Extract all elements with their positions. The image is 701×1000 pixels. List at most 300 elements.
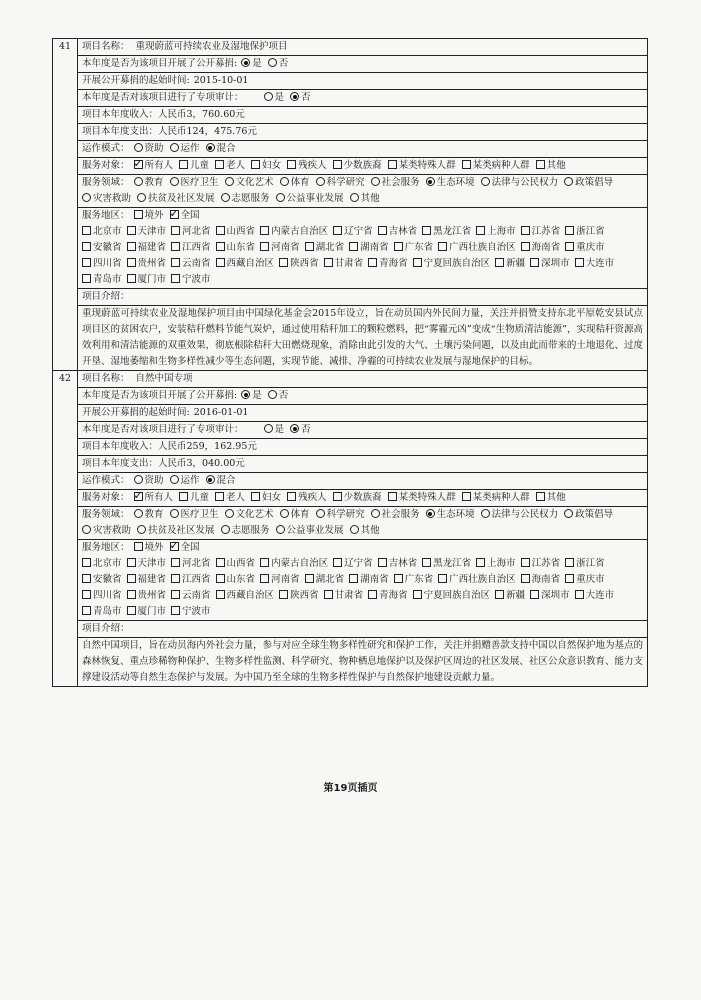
checkbox[interactable] xyxy=(536,160,545,169)
checkbox[interactable] xyxy=(462,160,471,169)
field-label: 服务对象： xyxy=(82,160,130,171)
op-mode-option[interactable] xyxy=(206,473,236,489)
target-option[interactable] xyxy=(462,158,530,174)
checkbox[interactable] xyxy=(251,492,260,501)
region-option[interactable] xyxy=(127,572,167,588)
region-option[interactable] xyxy=(279,588,319,604)
checkbox[interactable] xyxy=(260,242,269,251)
checkbox[interactable] xyxy=(134,210,143,219)
radio-button[interactable] xyxy=(225,509,234,518)
region-option[interactable] xyxy=(476,556,516,572)
radio-button[interactable] xyxy=(225,177,234,186)
form-row xyxy=(53,56,648,73)
field-label: 项目本年度支出： xyxy=(82,126,159,137)
radio-button[interactable] xyxy=(206,143,215,152)
checkbox[interactable] xyxy=(127,558,136,567)
region-option[interactable] xyxy=(565,224,605,240)
form-row xyxy=(53,73,648,90)
option-label: 是 xyxy=(274,424,285,435)
checkbox[interactable] xyxy=(216,242,225,251)
checkbox[interactable] xyxy=(305,574,314,583)
area-scope-option[interactable] xyxy=(134,208,164,224)
region-option[interactable] xyxy=(216,572,256,588)
radio-button[interactable] xyxy=(170,475,179,484)
radio-button[interactable] xyxy=(137,193,146,202)
target-option[interactable] xyxy=(215,490,245,506)
area-scope-option[interactable] xyxy=(170,208,200,224)
target-option[interactable] xyxy=(536,158,566,174)
field-option[interactable] xyxy=(280,507,310,523)
target-option[interactable] xyxy=(251,158,281,174)
checkbox[interactable] xyxy=(82,242,91,251)
checkbox[interactable] xyxy=(127,574,136,583)
checkbox[interactable] xyxy=(521,226,530,235)
region-option[interactable] xyxy=(575,588,615,604)
region-option[interactable] xyxy=(260,572,300,588)
radio-button[interactable] xyxy=(134,177,143,186)
checkbox[interactable] xyxy=(333,492,342,501)
checkbox[interactable] xyxy=(216,558,225,567)
op-mode-option[interactable] xyxy=(206,141,236,157)
region-option[interactable] xyxy=(368,256,408,272)
radio-button[interactable] xyxy=(134,509,143,518)
checkbox[interactable] xyxy=(279,258,288,267)
checkbox[interactable] xyxy=(495,258,504,267)
checkbox[interactable] xyxy=(171,258,180,267)
field-option[interactable] xyxy=(137,191,215,207)
checkbox[interactable] xyxy=(127,274,136,283)
radio-button[interactable] xyxy=(280,177,289,186)
checkbox[interactable] xyxy=(368,258,377,267)
radio-button[interactable] xyxy=(371,177,380,186)
option-label: 四川省 xyxy=(93,258,122,269)
region-option[interactable] xyxy=(82,588,122,604)
radio-button[interactable] xyxy=(426,509,435,518)
checkbox[interactable] xyxy=(171,574,180,583)
checkbox[interactable] xyxy=(521,558,530,567)
region-option[interactable] xyxy=(171,224,211,240)
checkbox[interactable] xyxy=(413,590,422,599)
radio-button[interactable] xyxy=(221,193,230,202)
audit-yes[interactable] xyxy=(264,422,285,438)
checkbox[interactable] xyxy=(216,574,225,583)
region-option[interactable] xyxy=(171,588,211,604)
region-option[interactable] xyxy=(127,272,167,288)
radio-button[interactable] xyxy=(290,92,299,101)
op-mode-option[interactable] xyxy=(170,473,200,489)
region-option[interactable] xyxy=(82,256,122,272)
checkbox[interactable] xyxy=(368,590,377,599)
region-option[interactable] xyxy=(368,588,408,604)
checkbox[interactable] xyxy=(171,242,180,251)
radio-button[interactable] xyxy=(82,193,91,202)
region-option[interactable] xyxy=(378,224,418,240)
region-option[interactable] xyxy=(171,272,211,288)
field-option[interactable] xyxy=(564,507,613,523)
target-option[interactable] xyxy=(251,490,281,506)
checkbox[interactable] xyxy=(324,590,333,599)
checkbox[interactable] xyxy=(521,574,530,583)
field-option[interactable] xyxy=(371,507,420,523)
radio-button[interactable] xyxy=(564,177,573,186)
op-mode-option[interactable] xyxy=(134,473,164,489)
region-list xyxy=(82,224,643,288)
region-option[interactable] xyxy=(333,224,373,240)
checkbox[interactable] xyxy=(565,558,574,567)
checkbox[interactable] xyxy=(394,574,403,583)
radio-button[interactable] xyxy=(350,525,359,534)
radio-button[interactable] xyxy=(134,475,143,484)
field-option[interactable] xyxy=(481,507,559,523)
radio-button[interactable] xyxy=(290,424,299,433)
checkbox[interactable] xyxy=(333,226,342,235)
radio-button[interactable] xyxy=(206,475,215,484)
radio-button[interactable] xyxy=(350,193,359,202)
region-option[interactable] xyxy=(530,588,570,604)
region-option[interactable] xyxy=(521,240,561,256)
region-option[interactable] xyxy=(495,588,525,604)
region-option[interactable] xyxy=(260,224,328,240)
region-option[interactable] xyxy=(82,604,122,620)
region-option[interactable] xyxy=(260,240,300,256)
checkbox[interactable] xyxy=(565,574,574,583)
region-option[interactable] xyxy=(324,256,364,272)
field-option[interactable] xyxy=(276,523,344,539)
checkbox[interactable] xyxy=(349,242,358,251)
radio-button[interactable] xyxy=(221,525,230,534)
fundraising-no[interactable] xyxy=(268,388,289,404)
radio-button[interactable] xyxy=(268,58,277,67)
region-option[interactable] xyxy=(565,240,605,256)
fundraising-yes[interactable] xyxy=(241,56,262,72)
checkbox[interactable] xyxy=(170,542,179,551)
region-option[interactable] xyxy=(530,256,570,272)
region-option[interactable] xyxy=(82,272,122,288)
region-option[interactable] xyxy=(127,256,167,272)
checkbox[interactable] xyxy=(216,226,225,235)
target-option[interactable] xyxy=(536,490,566,506)
checkbox[interactable] xyxy=(82,226,91,235)
checkbox[interactable] xyxy=(565,242,574,251)
target-option[interactable] xyxy=(179,158,209,174)
project-name-label: 项目名称： xyxy=(82,373,130,384)
checkbox[interactable] xyxy=(215,160,224,169)
radio-button[interactable] xyxy=(264,92,273,101)
checkbox[interactable] xyxy=(279,590,288,599)
option-label: 扶贫及社区发展 xyxy=(148,525,215,536)
checkbox[interactable] xyxy=(495,590,504,599)
option-label: 广西壮族自治区 xyxy=(449,242,516,253)
checkbox[interactable] xyxy=(530,590,539,599)
region-option[interactable] xyxy=(349,240,389,256)
region-option[interactable] xyxy=(82,572,122,588)
region-option[interactable] xyxy=(565,572,605,588)
checkbox[interactable] xyxy=(170,210,179,219)
form-row xyxy=(53,175,648,208)
op-mode-option[interactable] xyxy=(170,141,200,157)
checkbox[interactable] xyxy=(171,606,180,615)
checkbox[interactable] xyxy=(215,492,224,501)
target-option[interactable] xyxy=(287,490,327,506)
checkbox[interactable] xyxy=(287,492,296,501)
checkbox[interactable] xyxy=(134,492,143,501)
region-option[interactable] xyxy=(476,224,516,240)
radio-button[interactable] xyxy=(280,509,289,518)
radio-button[interactable] xyxy=(316,177,325,186)
checkbox[interactable] xyxy=(438,574,447,583)
field-option[interactable] xyxy=(280,175,310,191)
checkbox[interactable] xyxy=(216,590,225,599)
radio-button[interactable] xyxy=(264,424,273,433)
checkbox[interactable] xyxy=(324,258,333,267)
checkbox[interactable] xyxy=(260,226,269,235)
region-option[interactable] xyxy=(127,588,167,604)
audit-no[interactable] xyxy=(290,90,311,106)
checkbox[interactable] xyxy=(575,258,584,267)
option-label: 内蒙古自治区 xyxy=(271,226,329,237)
region-option[interactable] xyxy=(171,256,211,272)
checkbox[interactable] xyxy=(134,542,143,551)
target-option[interactable] xyxy=(388,490,456,506)
radio-button[interactable] xyxy=(371,509,380,518)
checkbox[interactable] xyxy=(127,590,136,599)
checkbox[interactable] xyxy=(287,160,296,169)
region-option[interactable] xyxy=(127,224,167,240)
region-option[interactable] xyxy=(279,256,319,272)
region-option[interactable] xyxy=(324,588,364,604)
region-option[interactable] xyxy=(438,240,516,256)
target-option[interactable] xyxy=(134,158,174,174)
checkbox[interactable] xyxy=(422,558,431,567)
region-option[interactable] xyxy=(565,556,605,572)
option-label: 重庆市 xyxy=(576,574,605,585)
region-option[interactable] xyxy=(216,240,256,256)
project-name: 自然中国专项 xyxy=(135,373,193,384)
option-label: 贵州省 xyxy=(137,590,167,601)
checkbox[interactable] xyxy=(127,242,136,251)
radio-button[interactable] xyxy=(481,177,490,186)
region-option[interactable] xyxy=(171,572,211,588)
option-label: 厦门市 xyxy=(137,274,167,285)
region-option[interactable] xyxy=(305,572,345,588)
region-option[interactable] xyxy=(495,256,525,272)
checkbox[interactable] xyxy=(260,574,269,583)
region-option[interactable] xyxy=(216,256,275,272)
form-row xyxy=(53,439,648,456)
region-option[interactable] xyxy=(349,572,389,588)
field-option[interactable] xyxy=(564,175,613,191)
field-option[interactable] xyxy=(426,507,475,523)
checkbox[interactable] xyxy=(575,590,584,599)
audit-yes[interactable] xyxy=(264,90,285,106)
region-option[interactable] xyxy=(422,556,471,572)
checkbox[interactable] xyxy=(565,226,574,235)
field-option[interactable] xyxy=(134,175,164,191)
radio-button[interactable] xyxy=(268,390,277,399)
checkbox[interactable] xyxy=(127,258,136,267)
region-option[interactable] xyxy=(438,572,516,588)
checkbox[interactable] xyxy=(127,226,136,235)
region-option[interactable] xyxy=(521,224,561,240)
checkbox[interactable] xyxy=(82,606,91,615)
target-option[interactable] xyxy=(333,158,382,174)
field-option[interactable] xyxy=(221,523,270,539)
region-option[interactable] xyxy=(521,556,561,572)
checkbox[interactable] xyxy=(530,258,539,267)
checkbox[interactable] xyxy=(171,274,180,283)
radio-button[interactable] xyxy=(134,143,143,152)
fundraising-yes[interactable] xyxy=(241,388,262,404)
option-label: 吉林省 xyxy=(388,226,418,237)
audit-no[interactable] xyxy=(290,422,311,438)
checkbox[interactable] xyxy=(413,258,422,267)
field-option[interactable] xyxy=(316,507,365,523)
field-label: 本年度是否为该项目开展了公开募捐: xyxy=(82,390,238,401)
target-option[interactable] xyxy=(462,490,530,506)
target-option[interactable] xyxy=(134,490,174,506)
radio-button[interactable] xyxy=(170,177,179,186)
field-option[interactable] xyxy=(134,507,164,523)
op-mode-option[interactable] xyxy=(134,141,164,157)
region-option[interactable] xyxy=(260,556,328,572)
region-option[interactable] xyxy=(127,240,167,256)
checkbox[interactable] xyxy=(476,558,485,567)
field-option[interactable] xyxy=(82,523,131,539)
field-label: 本年度是否对该项目进行了专项审计： xyxy=(82,92,244,103)
region-option[interactable] xyxy=(413,588,491,604)
area-scope-option[interactable] xyxy=(134,540,164,556)
checkbox[interactable] xyxy=(251,160,260,169)
checkbox[interactable] xyxy=(476,226,485,235)
radio-button[interactable] xyxy=(481,509,490,518)
region-option[interactable] xyxy=(394,240,434,256)
radio-button[interactable] xyxy=(170,509,179,518)
region-option[interactable] xyxy=(82,556,122,572)
field-option[interactable] xyxy=(426,175,475,191)
region-option[interactable] xyxy=(82,224,122,240)
checkbox[interactable] xyxy=(536,492,545,501)
target-option[interactable] xyxy=(333,490,382,506)
checkbox[interactable] xyxy=(82,274,91,283)
checkbox[interactable] xyxy=(333,160,342,169)
checkbox[interactable] xyxy=(378,558,387,567)
checkbox[interactable] xyxy=(127,606,136,615)
checkbox[interactable] xyxy=(388,492,397,501)
region-option[interactable] xyxy=(305,240,345,256)
field-option[interactable] xyxy=(221,191,270,207)
field-option[interactable] xyxy=(225,175,274,191)
radio-button[interactable] xyxy=(564,509,573,518)
checkbox[interactable] xyxy=(462,492,471,501)
field-option[interactable] xyxy=(350,191,380,207)
option-label: 广东省 xyxy=(404,574,434,585)
checkbox[interactable] xyxy=(521,242,530,251)
checkbox[interactable] xyxy=(82,258,91,267)
checkbox[interactable] xyxy=(438,242,447,251)
target-option[interactable] xyxy=(287,158,327,174)
field-option[interactable] xyxy=(137,523,215,539)
checkbox[interactable] xyxy=(171,558,180,567)
radio-button[interactable] xyxy=(426,177,435,186)
option-label: 西藏自治区 xyxy=(226,590,275,601)
target-option[interactable] xyxy=(179,490,209,506)
checkbox[interactable] xyxy=(216,258,225,267)
field-option[interactable] xyxy=(371,175,420,191)
region-option[interactable] xyxy=(216,588,275,604)
region-option[interactable] xyxy=(333,556,373,572)
checkbox[interactable] xyxy=(134,160,143,169)
region-option[interactable] xyxy=(378,556,418,572)
radio-button[interactable] xyxy=(276,525,285,534)
radio-button[interactable] xyxy=(241,390,250,399)
checkbox[interactable] xyxy=(179,160,188,169)
radio-button[interactable] xyxy=(82,525,91,534)
checkbox[interactable] xyxy=(394,242,403,251)
checkbox[interactable] xyxy=(388,160,397,169)
field-option[interactable] xyxy=(82,191,131,207)
checkbox[interactable] xyxy=(171,226,180,235)
region-option[interactable] xyxy=(171,556,211,572)
form-row xyxy=(53,490,648,507)
checkbox[interactable] xyxy=(82,590,91,599)
form-row xyxy=(53,107,648,124)
region-option[interactable] xyxy=(413,256,491,272)
option-label: 陕西省 xyxy=(290,590,319,601)
field-option[interactable] xyxy=(276,191,344,207)
region-option[interactable] xyxy=(422,224,471,240)
fundraising-no[interactable] xyxy=(268,56,289,72)
checkbox[interactable] xyxy=(333,558,342,567)
field-option[interactable] xyxy=(316,175,365,191)
area-scope-option[interactable] xyxy=(170,540,200,556)
option-label: 大连市 xyxy=(585,258,615,269)
target-option[interactable] xyxy=(215,158,245,174)
region-option[interactable] xyxy=(127,556,167,572)
region-option[interactable] xyxy=(394,572,434,588)
checkbox[interactable] xyxy=(171,590,180,599)
region-option[interactable] xyxy=(216,224,256,240)
checkbox[interactable] xyxy=(305,242,314,251)
radio-button[interactable] xyxy=(241,58,250,67)
region-option[interactable] xyxy=(521,572,561,588)
field-option[interactable] xyxy=(225,507,274,523)
field-option[interactable] xyxy=(170,507,219,523)
target-option[interactable] xyxy=(388,158,456,174)
checkbox[interactable] xyxy=(260,558,269,567)
radio-button[interactable] xyxy=(276,193,285,202)
checkbox[interactable] xyxy=(82,574,91,583)
checkbox[interactable] xyxy=(179,492,188,501)
radio-button[interactable] xyxy=(316,509,325,518)
region-option[interactable] xyxy=(82,240,122,256)
checkbox[interactable] xyxy=(82,558,91,567)
option-label: 新疆 xyxy=(506,590,526,601)
region-option[interactable] xyxy=(575,256,615,272)
region-option[interactable] xyxy=(127,604,167,620)
option-label: 北京市 xyxy=(93,226,122,237)
radio-button[interactable] xyxy=(137,525,146,534)
field-option[interactable] xyxy=(481,175,559,191)
field-option[interactable] xyxy=(350,523,380,539)
checkbox[interactable] xyxy=(422,226,431,235)
region-option[interactable] xyxy=(171,604,211,620)
field-option[interactable] xyxy=(170,175,219,191)
checkbox[interactable] xyxy=(349,574,358,583)
region-option[interactable] xyxy=(171,240,211,256)
checkbox[interactable] xyxy=(378,226,387,235)
radio-button[interactable] xyxy=(170,143,179,152)
region-option[interactable] xyxy=(216,556,256,572)
